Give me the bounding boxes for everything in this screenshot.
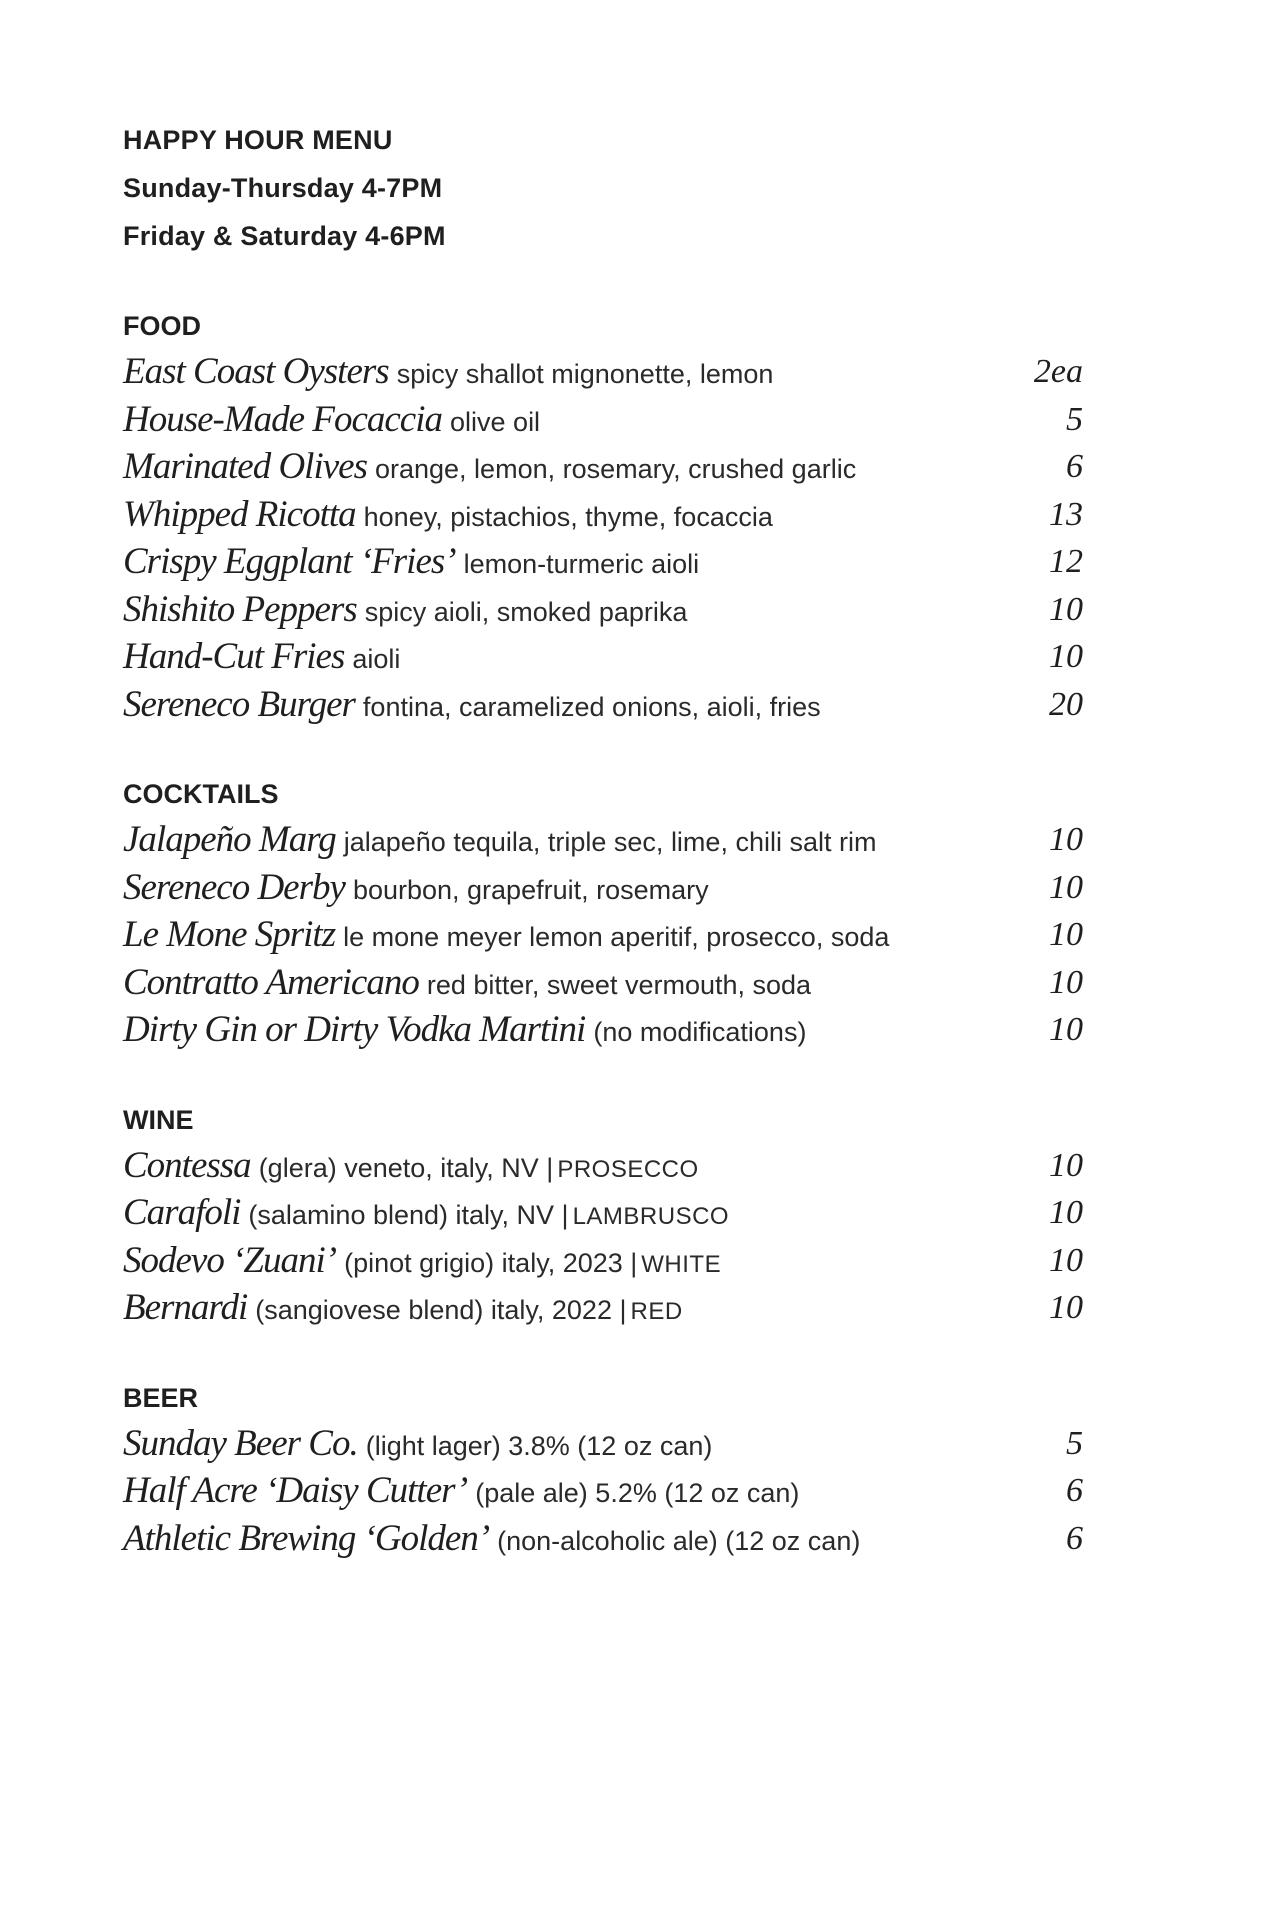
item-name: Sereneco Derby — [123, 866, 345, 908]
beer-section — [123, 1378, 1083, 1563]
menu-item — [123, 396, 1083, 444]
item-price: 5 — [1066, 400, 1083, 438]
item-price: 10 — [1049, 868, 1083, 906]
item-price: 2ea — [1033, 353, 1083, 390]
item-name: Whipped Ricotta — [123, 493, 356, 535]
item-description: (light lager) 3.8% (12 oz can) — [365, 1430, 713, 1461]
item-price: 10 — [1049, 1289, 1083, 1326]
item-description: jalapeño tequila, triple sec, lime, chili salt rim — [343, 827, 877, 857]
menu-item — [123, 586, 1083, 634]
item-price: 10 — [1049, 1194, 1083, 1231]
item-price: 10 — [1049, 590, 1083, 628]
hours-weekday: Sunday-Thursday 4-7PM — [123, 173, 443, 203]
item-name: Sunday Beer Co. — [123, 1422, 358, 1464]
item-description: orange, lemon, rosemary, crushed garlic — [374, 454, 857, 484]
item-price: 6 — [1066, 448, 1083, 485]
menu-item — [123, 1142, 1083, 1190]
item-name: Jalapeño Marg — [123, 819, 336, 860]
item-description: aioli — [352, 644, 401, 674]
item-price: 12 — [1049, 543, 1083, 580]
item-description: honey, pistachios, thyme, focaccia — [363, 501, 773, 532]
item-name: House-Made Focaccia — [123, 398, 443, 440]
menu-item — [123, 911, 1083, 959]
wine-style-tag: PROSECCO — [557, 1155, 699, 1183]
menu-item — [123, 491, 1083, 539]
menu-content — [123, 116, 1083, 1562]
item-name: Le Mone Spritz — [123, 914, 336, 955]
item-price: 10 — [1049, 1241, 1083, 1279]
item-description: (salamino blend) italy, NV | — [248, 1200, 569, 1230]
item-description: olive oil — [450, 406, 541, 437]
item-description: (pinot grigio) italy, 2023 | — [344, 1247, 638, 1278]
hours-weekend: Friday & Saturday 4-6PM — [123, 221, 446, 251]
menu-item — [123, 681, 1083, 729]
section-title-wine: WINE — [123, 1104, 194, 1135]
cocktails-section — [123, 774, 1083, 1054]
menu-item — [123, 1189, 1083, 1237]
item-description: le mone meyer lemon aperitif, prosecco, soda — [343, 922, 890, 952]
item-price: 10 — [1049, 1146, 1083, 1184]
section-title-beer: BEER — [123, 1382, 199, 1413]
item-price: 6 — [1066, 1519, 1083, 1557]
wine-section — [123, 1100, 1083, 1332]
item-name: Sodevo ‘Zuani’ — [123, 1239, 337, 1281]
menu-item — [123, 1515, 1083, 1563]
item-name: Bernardi — [123, 1287, 248, 1328]
item-description: spicy aioli, smoked paprika — [364, 596, 688, 627]
menu-item — [123, 443, 1083, 491]
menu-item — [123, 864, 1083, 912]
item-description: (glera) veneto, italy, NV | — [258, 1152, 554, 1183]
menu-item — [123, 816, 1083, 864]
item-name: Half Acre ‘Daisy Cutter’ — [123, 1470, 468, 1511]
item-name: Athletic Brewing ‘Golden’ — [123, 1517, 490, 1559]
wine-style-tag: RED — [630, 1298, 683, 1325]
item-price: 10 — [1049, 916, 1083, 953]
item-name: Hand-Cut Fries — [123, 636, 345, 677]
wine-style-tag: WHITE — [641, 1250, 722, 1278]
item-description: (non-alcoholic ale) (12 oz can) — [497, 1525, 861, 1556]
item-name: Shishito Peppers — [123, 588, 357, 630]
item-price: 13 — [1049, 495, 1083, 533]
item-price: 20 — [1049, 685, 1083, 723]
menu-item — [123, 1284, 1083, 1332]
item-name: Contratto Americano — [123, 961, 419, 1003]
menu-item — [123, 1467, 1083, 1515]
menu-item — [123, 959, 1083, 1007]
item-price: 10 — [1049, 638, 1083, 675]
item-description: red bitter, sweet vermouth, soda — [426, 969, 812, 1000]
food-section — [123, 306, 1083, 728]
menu-item — [123, 1006, 1083, 1054]
item-name: Sereneco Burger — [123, 683, 355, 725]
item-description: spicy shallot mignonette, lemon — [396, 359, 774, 389]
menu-item — [123, 538, 1083, 586]
wine-style-tag: LAMBRUSCO — [572, 1203, 730, 1230]
item-price: 10 — [1049, 1011, 1083, 1048]
item-description: (sangiovese blend) italy, 2022 | — [255, 1295, 627, 1325]
item-price: 6 — [1066, 1472, 1083, 1509]
item-name: Crispy Eggplant ‘Fries’ — [123, 541, 456, 582]
menu-title: HAPPY HOUR MENU — [123, 125, 393, 155]
menu-item — [123, 1420, 1083, 1468]
item-name: Dirty Gin or Dirty Vodka Martini — [123, 1009, 586, 1050]
item-description: (no modifications) — [593, 1017, 807, 1047]
item-name: East Coast Oysters — [123, 351, 389, 392]
item-name: Contessa — [123, 1144, 251, 1186]
item-description: lemon-turmeric aioli — [463, 549, 700, 579]
section-title-food: FOOD — [123, 311, 201, 341]
section-title-cocktails: COCKTAILS — [123, 779, 279, 809]
menu-item — [123, 1237, 1083, 1285]
item-description: bourbon, grapefruit, rosemary — [352, 874, 709, 905]
menu-item — [123, 348, 1083, 396]
item-name: Marinated Olives — [123, 446, 367, 487]
item-description: (pale ale) 5.2% (12 oz can) — [475, 1478, 800, 1508]
item-name: Carafoli — [123, 1192, 241, 1233]
item-price: 10 — [1049, 821, 1083, 858]
menu-item — [123, 633, 1083, 681]
menu-header — [123, 116, 1083, 260]
item-price: 10 — [1049, 963, 1083, 1001]
item-price: 5 — [1066, 1424, 1083, 1462]
item-description: fontina, caramelized onions, aioli, fries — [362, 691, 821, 722]
